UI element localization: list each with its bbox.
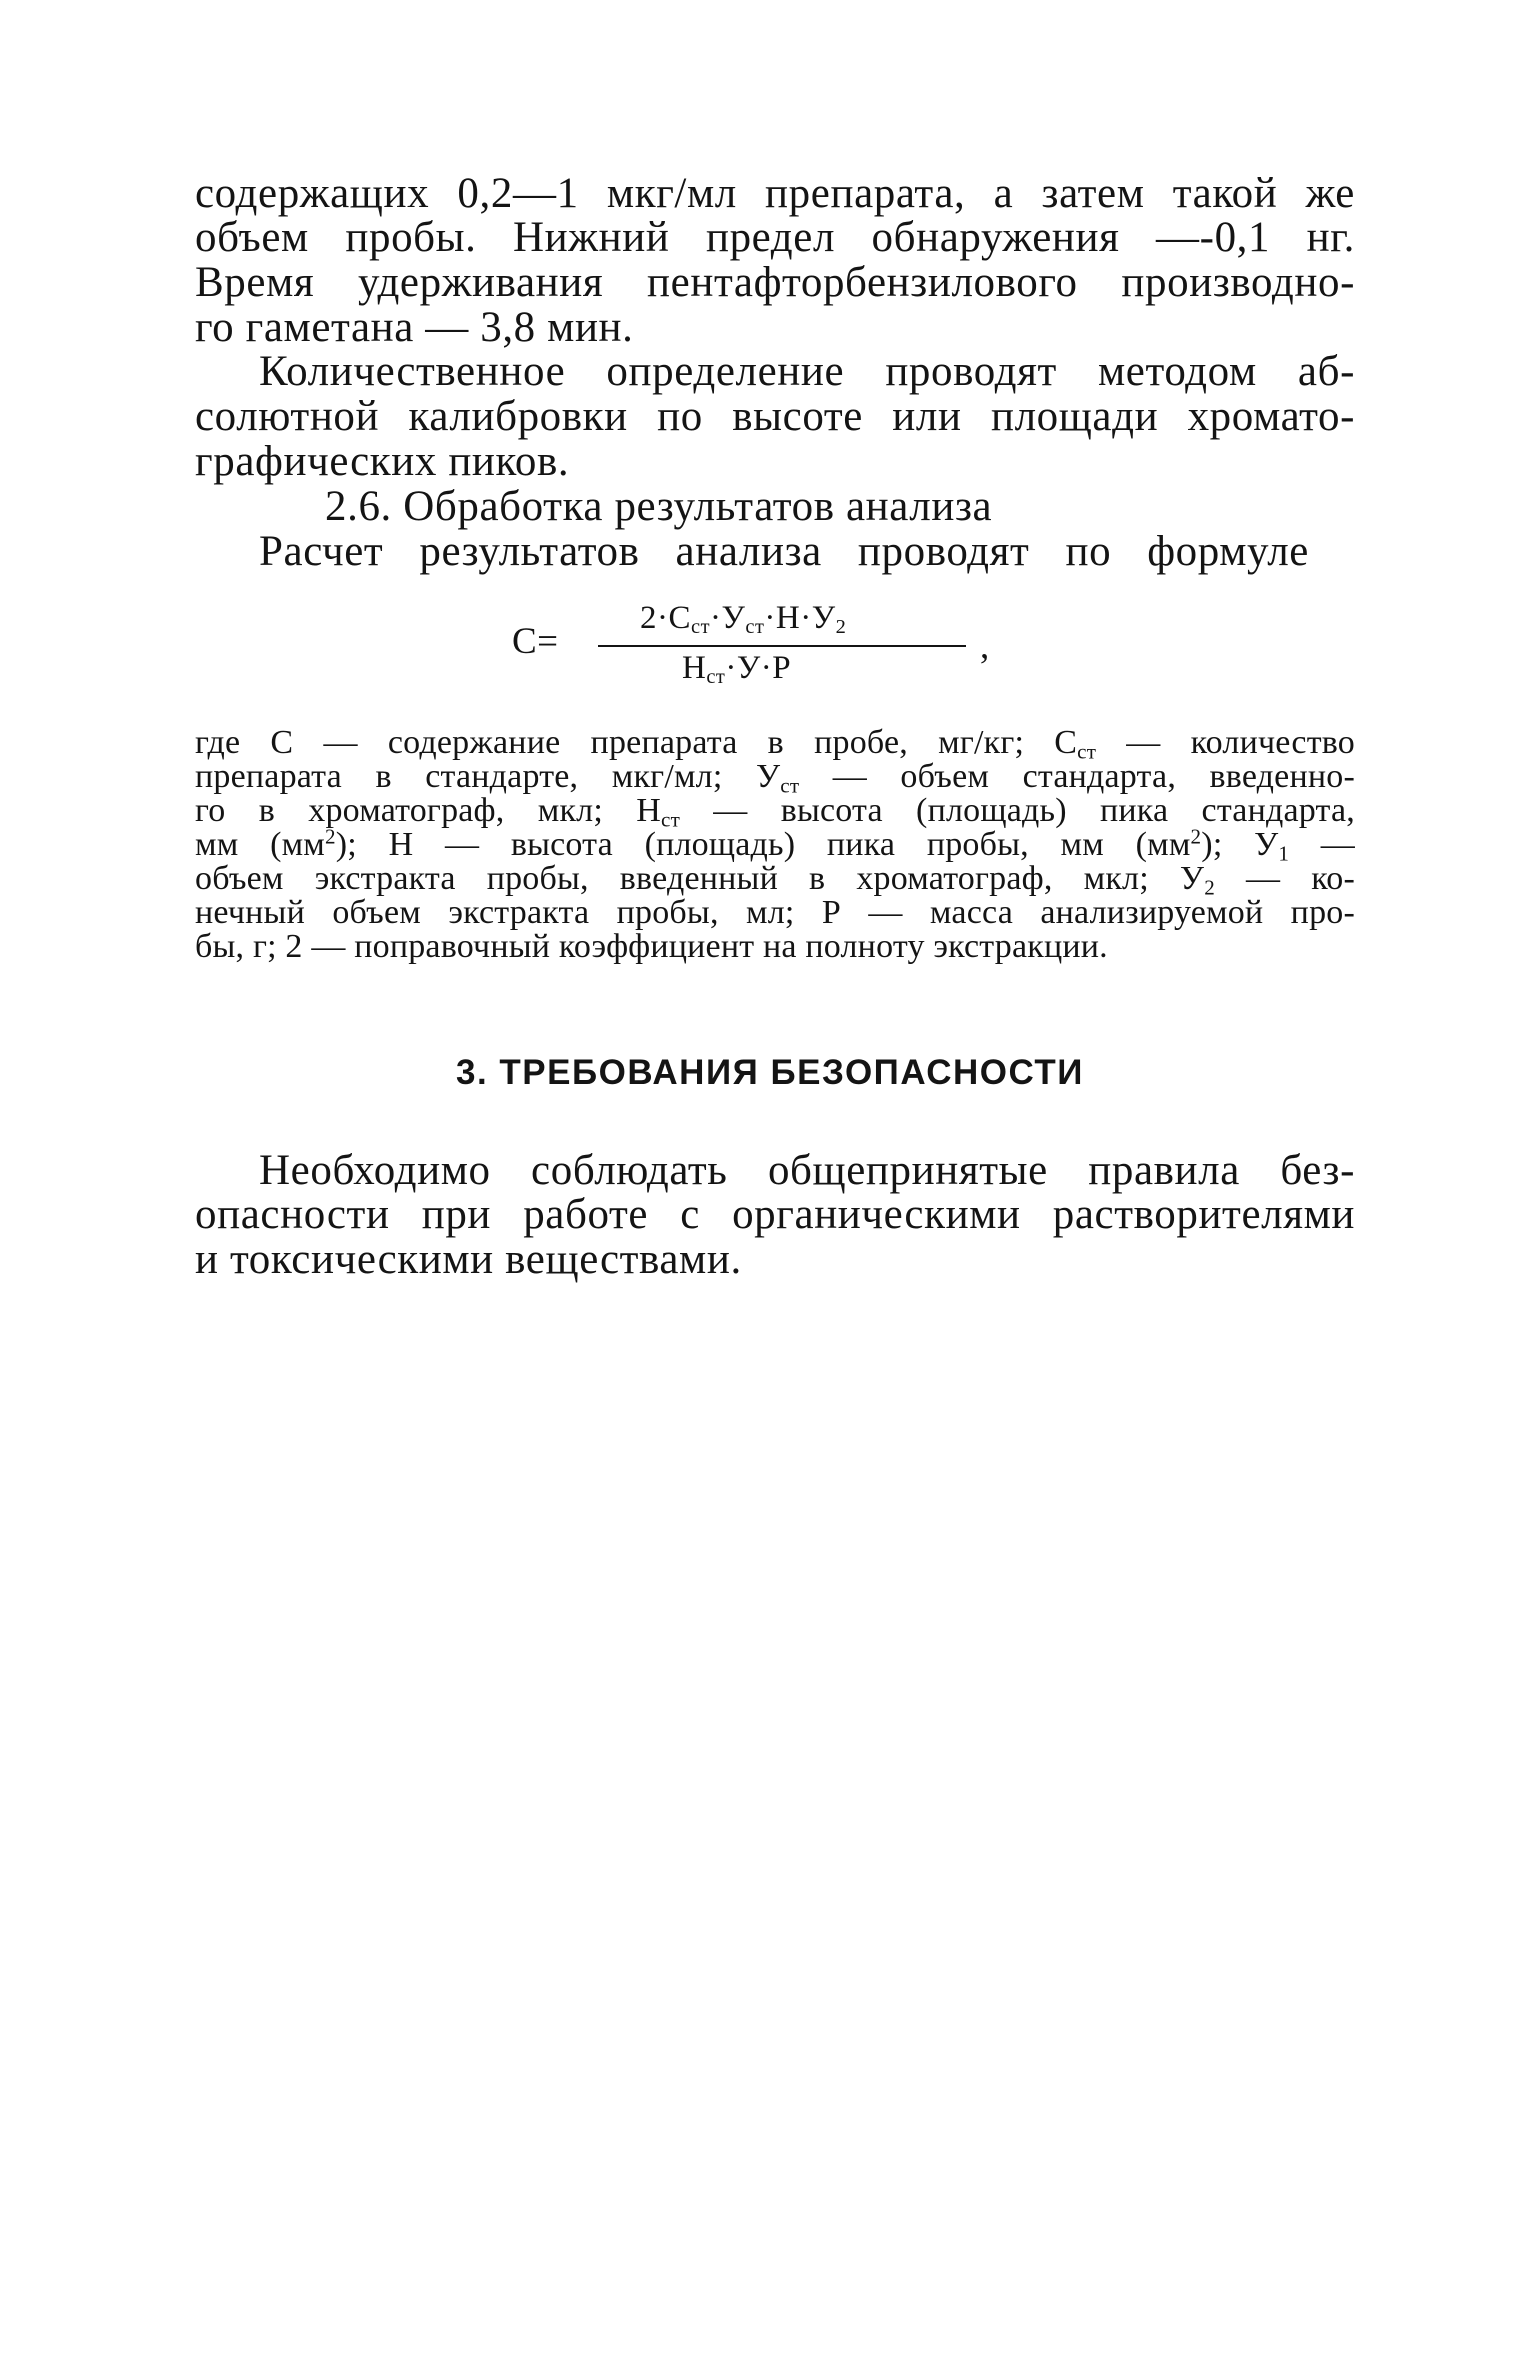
formula-denominator: $H_{ст}\cdot У\cdot P$: [682, 650, 792, 689]
legend-line: препарата в стандарте, мкг/мл; $У_{ст}$ — объем стандарта, введенно-: [195, 758, 1355, 798]
text-line: Необходимо соблюдать общепринятые правила без-: [259, 1147, 1355, 1194]
formula-lhs: C=: [512, 621, 559, 662]
legend-line: го в хроматограф, мкл; $Н_{ст}$ — высота (площадь) пика стандарта,: [195, 792, 1355, 832]
legend-line: нечный объем экстракта пробы, мл; Р — масса анализируемой про-: [195, 894, 1355, 931]
text-line: Время удерживания пентафторбензилового производно-: [195, 259, 1355, 306]
legend-line: где С — содержание препарата в пробе, мг/кг; $С_{ст}$ — количество: [195, 724, 1355, 764]
text-line: содержащих 0,2—1 мкг/мл препарата, а затем такой же: [195, 170, 1355, 217]
formula-numerator: $2\cdot C_{ст}\cdot У_{ст}\cdot H\cdot У_2$: [640, 600, 847, 639]
text-line: солютной калибровки по высоте или площади хромато-: [195, 393, 1355, 440]
text-line: графических пиков.: [195, 438, 570, 485]
fraction-bar: [598, 645, 966, 647]
formula-intro: Расчет результатов анализа проводят по формуле: [259, 528, 1309, 575]
legend-line: объем экстракта пробы, введенный в хроматограф, мкл; $У_2$ — ко-: [195, 860, 1355, 900]
text-line: и токсическими веществами.: [195, 1236, 742, 1283]
section-3-heading: 3. ТРЕБОВАНИЯ БЕЗОПАСНОСТИ: [456, 1053, 1084, 1092]
text-line: го гаметана — 3,8 мин.: [195, 304, 634, 351]
text-line: Количественное определение проводят методом аб-: [259, 348, 1355, 395]
section-2-6-title: 2.6. Обработка результатов анализа: [325, 483, 993, 530]
formula-comma: ,: [980, 626, 990, 667]
legend-line: бы, г; 2 — поправочный коэффициент на полноту экстракции.: [195, 928, 1108, 965]
text-line: опасности при работе с органическими растворителями: [195, 1191, 1355, 1238]
legend-line: мм $(мм^2)$; Н — высота (площадь) пика пробы, мм $(мм^2)$; $У_1$ —: [195, 824, 1355, 866]
text-line: объем пробы. Нижний предел обнаружения —-0,1 нг.: [195, 214, 1355, 261]
